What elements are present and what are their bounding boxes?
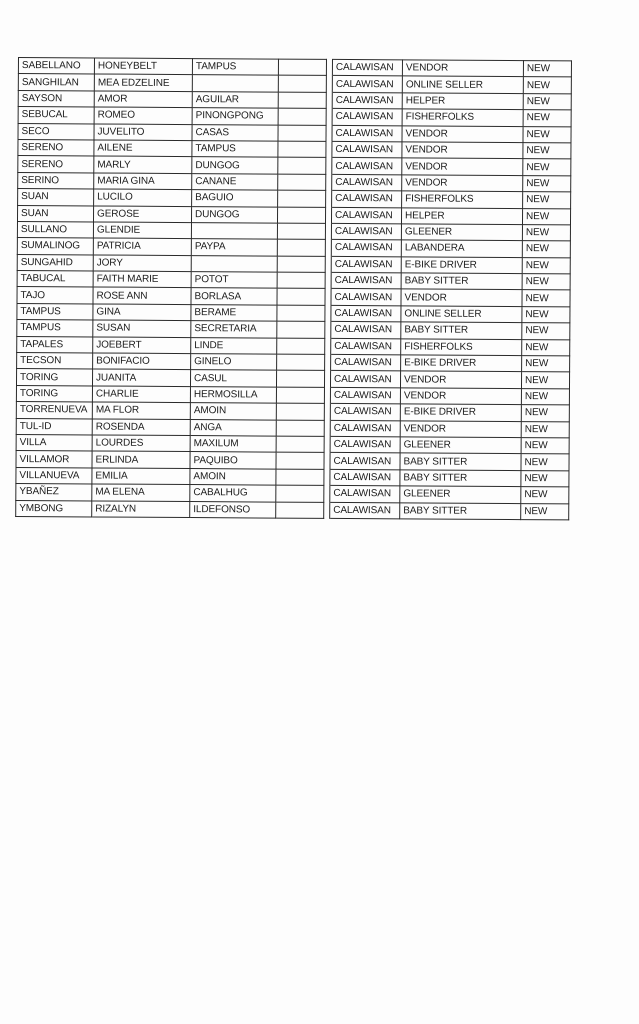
extension-cell [278,59,326,76]
occupation-cell: VENDOR [402,158,523,175]
middle-name-cell: DUNGOG [191,206,277,223]
last-name-cell: SUNGAHID [17,254,93,271]
middle-name-cell [192,75,278,92]
last-name-cell: VILLAMOR [16,451,92,468]
status-cell: NEW [521,405,569,422]
barangay-cell: CALAWISAN [330,420,400,437]
occupation-cell: BABY SITTER [400,470,521,487]
status-cell: NEW [521,421,569,438]
first-name-cell: MEA EDZELINE [94,74,192,91]
status-cell: NEW [523,93,571,110]
status-cell: NEW [521,372,569,389]
barangay-cell: CALAWISAN [331,305,401,322]
barangay-cell: CALAWISAN [332,125,402,142]
first-name-cell: EMILIA [92,468,190,485]
first-name-cell: RIZALYN [92,501,190,518]
first-name-cell: LUCILO [94,189,192,206]
occupation-cell: HELPER [402,93,523,110]
extension-cell [276,469,324,486]
middle-name-cell: GINELO [191,354,277,371]
last-name-cell: TORRENUEVA [16,402,92,419]
beneficiary-table [15,57,572,520]
barangay-cell: CALAWISAN [330,453,400,470]
first-name-cell: AILENE [94,140,192,157]
barangay-cell: CALAWISAN [330,502,400,519]
first-name-cell: GEROSE [93,205,191,222]
occupation-cell: GLEENER [401,224,522,241]
extension-cell [277,207,325,224]
occupation-cell: E-BIKE DRIVER [401,355,522,372]
extension-cell [278,190,326,207]
first-name-cell: JUANITA [92,369,190,386]
middle-name-cell [191,255,277,272]
status-cell: NEW [522,290,570,307]
first-name-cell: MARIA GINA [94,173,192,190]
extension-cell [276,485,324,502]
last-name-cell: SUMALINOG [17,238,93,255]
barangay-cell: CALAWISAN [331,207,401,224]
barangay-cell: CALAWISAN [331,240,401,257]
first-name-cell: PATRICIA [93,238,191,255]
status-cell: NEW [522,339,570,356]
middle-name-cell: LINDE [191,337,277,354]
barangay-cell: CALAWISAN [332,174,402,191]
last-name-cell: TAPALES [17,336,93,353]
middle-name-cell: CABALHUG [190,485,276,502]
first-name-cell: ROSE ANN [93,287,191,304]
occupation-cell: HELPER [401,207,522,224]
status-cell: NEW [523,110,571,127]
middle-name-cell: AMOIN [190,468,276,485]
occupation-cell: FISHERFOLKS [402,191,523,208]
occupation-cell: GLEENER [400,437,521,454]
barangay-cell: CALAWISAN [330,436,400,453]
barangay-cell: CALAWISAN [332,141,402,158]
occupation-cell: FISHERFOLKS [402,109,523,126]
occupation-cell: BABY SITTER [400,453,521,470]
barangay-cell: CALAWISAN [331,289,401,306]
middle-name-cell: PAQUIBO [190,452,276,469]
last-name-cell: SANGHILAN [18,74,94,91]
extension-cell [277,338,325,355]
middle-name-cell: BERAME [191,304,277,321]
status-cell: NEW [522,306,570,323]
status-cell: NEW [522,224,570,241]
middle-name-cell: BORLASA [191,288,277,305]
barangay-cell: CALAWISAN [332,92,402,109]
last-name-cell: TAMPUS [17,320,93,337]
occupation-cell: ONLINE SELLER [401,306,522,323]
barangay-cell: CALAWISAN [332,158,402,175]
middle-name-cell: SECRETARIA [191,321,277,338]
last-name-cell: SERENO [18,156,94,173]
occupation-cell: E-BIKE DRIVER [401,257,522,274]
status-cell: NEW [523,143,571,160]
status-cell: NEW [522,356,570,373]
last-name-cell: SUAN [17,205,93,222]
status-cell: NEW [521,388,569,405]
barangay-cell: CALAWISAN [330,371,400,388]
barangay-cell: CALAWISAN [332,76,402,93]
extension-cell [278,75,326,92]
extension-cell [278,141,326,158]
first-name-cell: MARLY [94,156,192,173]
barangay-cell: CALAWISAN [331,322,401,339]
middle-name-cell: TAMPUS [192,59,278,76]
middle-name-cell: PINONGPONG [192,108,278,125]
first-name-cell: BONIFACIO [93,353,191,370]
occupation-cell: VENDOR [402,175,523,192]
last-name-cell: VILLA [16,434,92,451]
middle-name-cell: ANGA [190,419,276,436]
extension-cell [277,223,325,240]
last-name-cell: SAYSON [18,90,94,107]
barangay-cell: CALAWISAN [332,109,402,126]
status-cell: NEW [523,126,571,143]
first-name-cell: ERLINDA [92,451,190,468]
barangay-cell: CALAWISAN [331,256,401,273]
last-name-cell: SERINO [18,172,94,189]
last-name-cell: TORING [16,385,92,402]
last-name-cell: SECO [18,123,94,140]
extension-cell [276,403,324,420]
first-name-cell: AMOR [94,91,192,108]
middle-name-cell: DUNGOG [192,157,278,174]
extension-cell [277,289,325,306]
middle-name-cell: POTOT [191,272,277,289]
first-name-cell: JUVELITO [94,124,192,141]
barangay-cell: CALAWISAN [330,486,400,503]
occupation-cell: VENDOR [401,289,522,306]
first-name-cell: GLENDIE [93,222,191,239]
status-cell: NEW [521,470,569,487]
status-cell: NEW [522,257,570,274]
extension-cell [278,92,326,109]
middle-name-cell: AMOIN [190,403,276,420]
status-cell: NEW [521,454,569,471]
occupation-cell: VENDOR [402,125,523,142]
barangay-cell: CALAWISAN [332,59,402,76]
status-cell: NEW [523,61,571,78]
last-name-cell: VILLANUEVA [16,467,92,484]
table-row [16,500,569,520]
status-cell: NEW [523,192,571,209]
first-name-cell: LOURDES [92,435,190,452]
status-cell: NEW [523,77,571,94]
occupation-cell: E-BIKE DRIVER [400,404,521,421]
extension-cell [276,420,324,437]
last-name-cell: SEBUCAL [18,107,94,124]
last-name-cell: TORING [16,369,92,386]
table-body [16,58,572,520]
extension-cell [278,125,326,142]
barangay-cell: CALAWISAN [332,191,402,208]
status-cell: NEW [521,503,569,520]
middle-name-cell: AGUILAR [192,91,278,108]
extension-cell [276,502,324,519]
middle-name-cell: CASAS [192,124,278,141]
first-name-cell: GINA [93,304,191,321]
last-name-cell: YBAÑEZ [16,484,92,501]
barangay-cell: CALAWISAN [331,338,401,355]
status-cell: NEW [522,323,570,340]
status-cell: NEW [522,274,570,291]
middle-name-cell: CASUL [190,370,276,387]
first-name-cell: JORY [93,255,191,272]
middle-name-cell: MAXILUM [190,436,276,453]
occupation-cell: FISHERFOLKS [401,338,522,355]
occupation-cell: VENDOR [402,60,523,77]
extension-cell [277,239,325,256]
barangay-cell: CALAWISAN [331,223,401,240]
last-name-cell: TECSON [17,353,93,370]
status-cell: NEW [521,438,569,455]
last-name-cell: SABELLANO [18,58,94,75]
middle-name-cell: CANANE [192,173,278,190]
occupation-cell: VENDOR [402,142,523,159]
last-name-cell: SERENO [18,139,94,156]
first-name-cell: MA FLOR [92,402,190,419]
middle-name-cell: PAYPA [191,239,277,256]
last-name-cell: TAMPUS [17,303,93,320]
extension-cell [277,272,325,289]
middle-name-cell: ILDEFONSO [190,501,276,518]
barangay-cell: CALAWISAN [330,404,400,421]
status-cell: NEW [522,208,570,225]
barangay-cell: CALAWISAN [331,272,401,289]
occupation-cell: VENDOR [400,388,521,405]
last-name-cell: TAJO [17,287,93,304]
status-cell: NEW [522,241,570,258]
occupation-cell: BABY SITTER [400,502,521,519]
status-cell: NEW [523,175,571,192]
last-name-cell: SULLANO [17,221,93,238]
first-name-cell: HONEYBELT [94,58,192,75]
first-name-cell: JOEBERT [93,337,191,354]
extension-cell [277,305,325,322]
occupation-cell: VENDOR [400,371,521,388]
first-name-cell: MA ELENA [92,484,190,501]
occupation-cell: VENDOR [400,420,521,437]
middle-name-cell [191,222,277,239]
extension-cell [278,108,326,125]
last-name-cell: TABUCAL [17,271,93,288]
occupation-cell: BABY SITTER [401,322,522,339]
first-name-cell: ROMEO [94,107,192,124]
middle-name-cell: TAMPUS [192,141,278,158]
middle-name-cell: BAGUIO [192,190,278,207]
barangay-cell: CALAWISAN [330,387,400,404]
last-name-cell: YMBONG [16,500,92,517]
first-name-cell: CHARLIE [92,386,190,403]
first-name-cell: FAITH MARIE [93,271,191,288]
first-name-cell: ROSENDA [92,419,190,436]
occupation-cell: GLEENER [400,486,521,503]
extension-cell [277,321,325,338]
extension-cell [278,157,326,174]
occupation-cell: ONLINE SELLER [402,76,523,93]
middle-name-cell: HERMOSILLA [190,386,276,403]
extension-cell [278,174,326,191]
barangay-cell: CALAWISAN [331,354,401,371]
first-name-cell: SUSAN [93,320,191,337]
occupation-cell: LABANDERA [401,240,522,257]
extension-cell [276,371,324,388]
status-cell: NEW [521,487,569,504]
status-cell: NEW [523,159,571,176]
extension-cell [276,452,324,469]
extension-cell [276,436,324,453]
barangay-cell: CALAWISAN [330,469,400,486]
extension-cell [277,256,325,273]
occupation-cell: BABY SITTER [401,273,522,290]
extension-cell [277,354,325,371]
last-name-cell: TUL-ID [16,418,92,435]
last-name-cell: SUAN [18,189,94,206]
extension-cell [276,387,324,404]
